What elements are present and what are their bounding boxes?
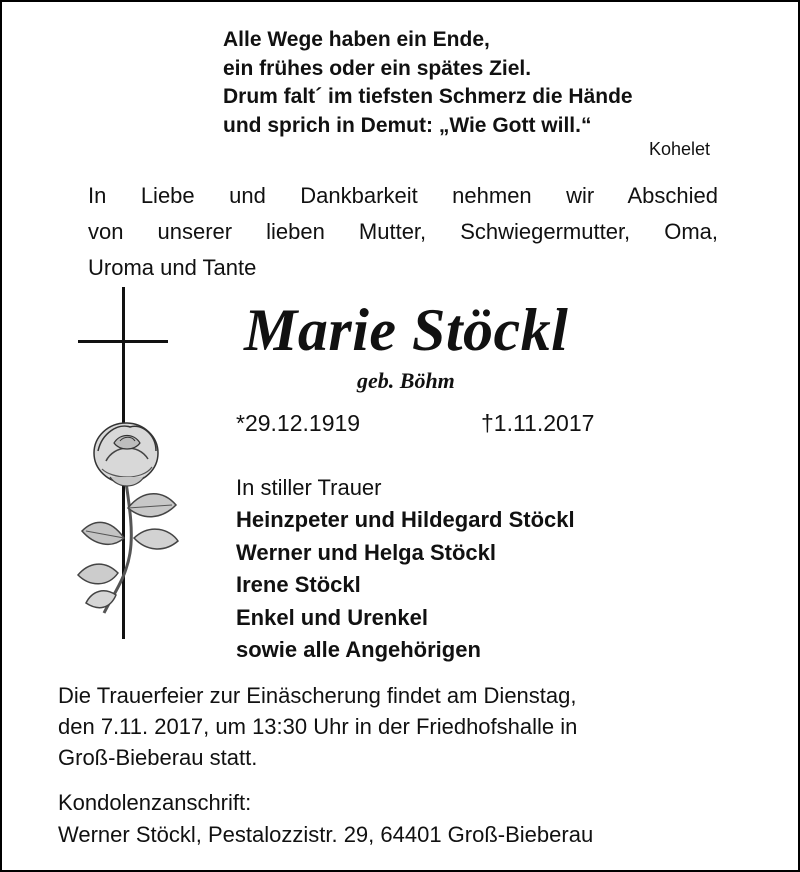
deceased-name: Marie Stöckl xyxy=(244,297,569,363)
poem-line: ein frühes oder ein spätes Ziel. xyxy=(223,56,532,80)
mourner-name: Werner und Helga Stöckl xyxy=(236,539,496,565)
mourning-label: In stiller Trauer xyxy=(236,475,382,500)
intro-text xyxy=(88,178,718,286)
mourner-name: sowie alle Angehörigen xyxy=(236,637,481,662)
condolence-address-line: Werner Stöckl, Pestalozzistr. 29, 64401 Groß-Bieberau xyxy=(58,822,594,847)
mourner-name: Heinzpeter und Hildegard Stöckl xyxy=(236,507,575,532)
condolence-label: Kondolenzanschrift: xyxy=(58,790,252,815)
condolence-address xyxy=(58,787,593,851)
cross-with-rose-icon xyxy=(58,283,198,663)
birth-date: *29.12.1919 xyxy=(236,410,361,436)
intro-line: von unserer lieben Mutter, Schwiegermutter, Oma, xyxy=(88,219,718,244)
funeral-line: Groß-Bieberau statt. xyxy=(58,745,258,770)
poem-line: Drum falt´ im tiefsten Schmerz die Hände xyxy=(223,85,633,108)
death-date: †1.11.2017 xyxy=(481,410,595,436)
poem-line: und sprich in Demut: „Wie Gott will.“ xyxy=(223,113,592,137)
mourner-name: Enkel und Urenkel xyxy=(236,604,428,630)
funeral-line: den 7.11. 2017, um 13:30 Uhr in der Friedhofshalle in xyxy=(58,714,578,739)
mourners-list xyxy=(236,504,575,667)
poem-source: Kohelet xyxy=(648,139,710,159)
intro-line: Uroma und Tante xyxy=(88,255,257,280)
mourner-name: Irene Stöckl xyxy=(236,572,361,597)
funeral-line: Die Trauerfeier zur Einäscherung findet am Dienstag, xyxy=(58,683,577,708)
funeral-info xyxy=(58,680,577,773)
poem-line: Alle Wege haben ein Ende, xyxy=(223,28,490,51)
maiden-name: geb. Böhm xyxy=(357,368,455,393)
poem xyxy=(223,26,633,140)
intro-line: In Liebe und Dankbarkeit nehmen wir Abschied xyxy=(88,183,718,208)
